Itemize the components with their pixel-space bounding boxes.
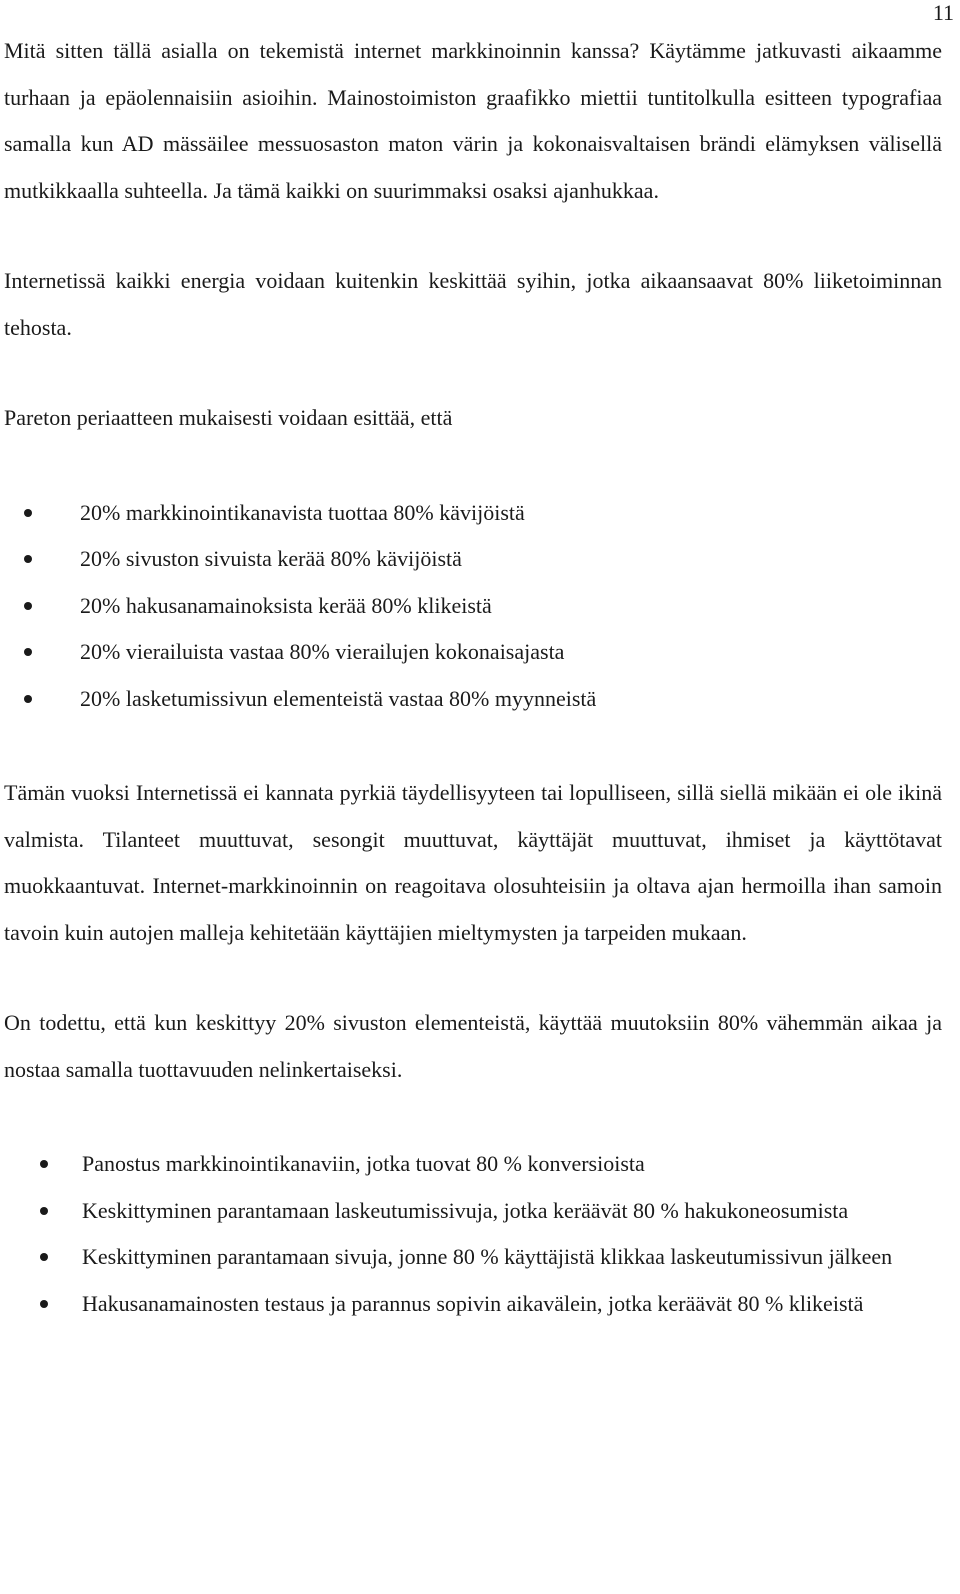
list-item: 20% markkinointikanavista tuottaa 80% kävijöistä [4, 490, 942, 537]
document-body [4, 28, 942, 1327]
list-item: Keskittyminen parantamaan laskeutumissivuja, jotka keräävät 80 % hakukoneosumista [4, 1188, 942, 1235]
list-item: 20% sivuston sivuista kerää 80% kävijöistä [4, 536, 942, 583]
spacer [4, 214, 942, 258]
list-item: Hakusanamainosten testaus ja parannus sopivin aikavälein, jotka keräävät 80 % klikeistä [4, 1281, 942, 1328]
page-number: 11 [932, 0, 954, 25]
bullet-icon [40, 1207, 48, 1215]
bullet-icon [40, 1300, 48, 1308]
bullet-icon [24, 648, 32, 656]
bullet-icon [24, 695, 32, 703]
bullet-icon [24, 555, 32, 563]
spacer [4, 1093, 942, 1141]
spacer [4, 722, 942, 770]
paragraph-internet-energy: Internetissä kaikki energia voidaan kuitenkin keskittää syihin, jotka aikaansaavat 80% liiketoiminnan tehosta. [4, 268, 942, 340]
paragraph-research-finding: On todettu, että kun keskittyy 20% sivuston elementeistä, käyttää muutoksiin 80% vähemmän aikaa ja nostaa samalla tuottavuuden nelinkertaiseksi. [4, 1010, 942, 1082]
bullet-icon [24, 509, 32, 517]
spacer [4, 351, 942, 395]
bullet-icon [24, 602, 32, 610]
paragraph-no-perfection: Tämän vuoksi Internetissä ei kannata pyrkiä täydellisyyteen tai lopulliseen, sillä siellä mikään ei ole ikinä valmista. Tilanteet muuttuvat, sesongit muuttuvat, käyttäjät muuttuvat, ihmiset ja käyttötavat muokkaantuvat. Internet-markkinoinnin on reagoitava olosuhteisiin ja oltava ajan hermoilla ihan samoin tavoin kuin autojen malleja kehitetään käyttäjien mieltymysten ja tarpeiden mukaan. [4, 780, 942, 945]
bullet-icon [40, 1253, 48, 1261]
bullet-icon [40, 1160, 48, 1168]
list-item: 20% lasketumissivun elementeistä vastaa 80% myynneistä [4, 676, 942, 723]
spacer [4, 956, 942, 1000]
list-item: 20% vierailuista vastaa 80% vierailujen kokonaisajasta [4, 629, 942, 676]
paragraph-pareto-intro: Pareton periaatteen mukaisesti voidaan esittää, että [4, 405, 453, 430]
pareto-list [4, 490, 942, 723]
list-item: Keskittyminen parantamaan sivuja, jonne 80 % käyttäjistä klikkaa laskeutumissivun jälkeen [4, 1234, 942, 1281]
focus-list [4, 1141, 942, 1327]
spacer [4, 442, 942, 490]
list-item: 20% hakusanamainoksista kerää 80% klikeistä [4, 583, 942, 630]
paragraph-intro: Mitä sitten tällä asialla on tekemistä internet markkinoinnin kanssa? Käytämme jatkuvasti aikaamme turhaan ja epäolennaisiin asioihin. Mainostoimiston graafikko miettii tuntitolkulla esitteen typografiaa samalla kun AD mässäilee messuosaston maton värin ja kokonaisvaltaisen brändi elämyksen välisellä mutkikkaalla suhteella. Ja tämä kaikki on suurimmaksi osaksi ajanhukkaa. [4, 38, 942, 203]
list-item: Panostus markkinointikanaviin, jotka tuovat 80 % konversioista [4, 1141, 942, 1188]
